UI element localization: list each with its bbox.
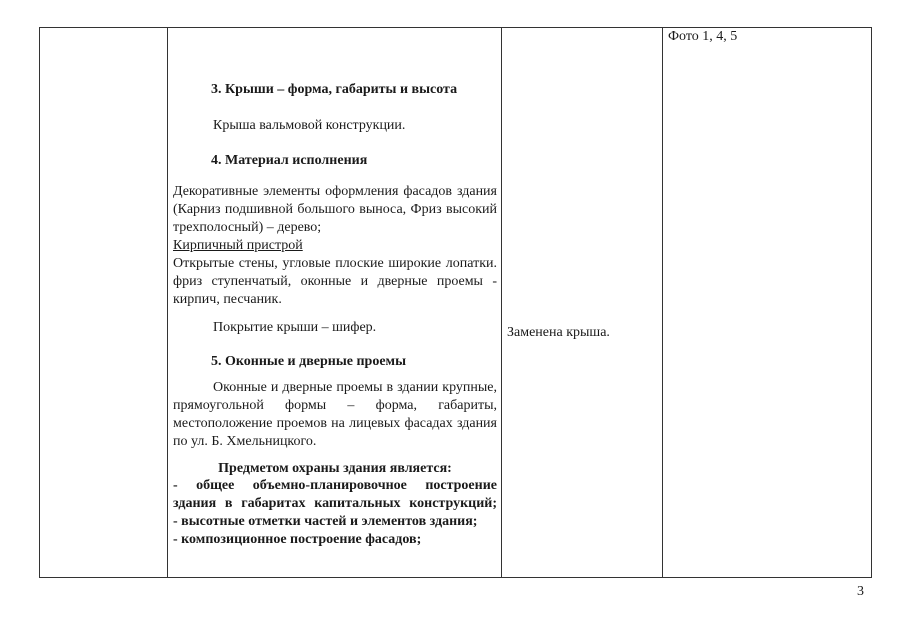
section-3-heading: 3. Крыши – форма, габариты и высота	[211, 82, 458, 97]
photo-cell	[663, 28, 872, 577]
protection-item: - композиционное построение фасадов;	[173, 532, 422, 547]
photo-reference: Фото 1, 4, 5	[668, 29, 738, 44]
roofing-text: Покрытие крыши – шифер.	[213, 320, 377, 335]
description-cell	[168, 28, 501, 577]
page-number: 3	[857, 584, 864, 599]
protection-item: - высотные отметки частей и элементов здания;	[173, 514, 478, 529]
protection-item: - общее объемно-планировочное построение здания в габаритах капитальных конструкций;	[173, 478, 497, 511]
section-5-heading: 5. Оконные и дверные проемы	[211, 354, 407, 369]
annex-label: Кирпичный пристрой	[173, 238, 303, 253]
description-table	[39, 27, 872, 578]
section-4-heading: 4. Материал исполнения	[211, 153, 368, 168]
changes-cell	[502, 28, 662, 577]
section-3-text: Крыша вальмовой конструкции.	[213, 118, 406, 133]
annex-text: Открытые стены, угловые плоские широкие лопатки. фриз ступенчатый, оконные и дверные проемы - кирпич, песчаник.	[173, 256, 497, 307]
decor-elements-text: Декоративные элементы оформления фасадов здания (Карниз подшивной большого выноса, Фриз высокий трехполосный) – дерево;	[173, 184, 497, 235]
annex-label-row	[173, 237, 497, 255]
change-note: Заменена крыша.	[507, 325, 610, 340]
protection-list	[173, 477, 497, 549]
protection-title: Предметом охраны здания является:	[218, 461, 452, 476]
section-5-text: Оконные и дверные проемы в здании крупные, прямоугольной формы – форма, габариты, местоположение проемов на лицевых фасадах здания по ул. Б. Хмельницкого.	[173, 380, 497, 449]
